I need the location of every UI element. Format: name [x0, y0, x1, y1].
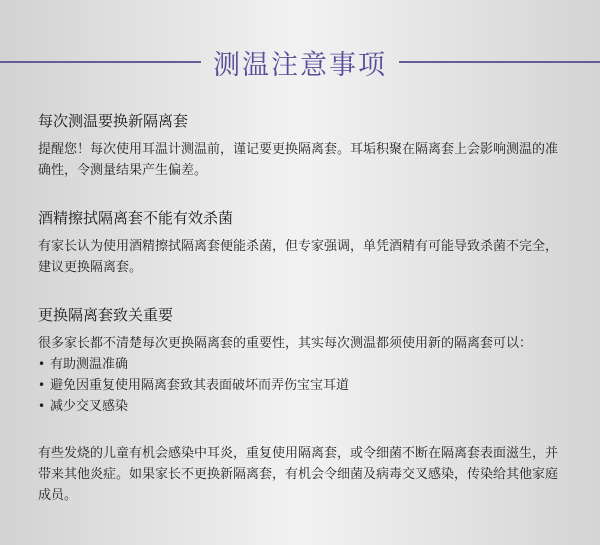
header-divider-left	[0, 61, 201, 63]
section-heading: 酒精擦拭隔离套不能有效杀菌	[38, 209, 234, 227]
section-change-cover	[38, 110, 568, 181]
benefit-list	[38, 354, 568, 417]
header-divider-right	[399, 61, 600, 63]
section-text: 提醒您！每次使用耳温计测温前，谨记要更换隔离套。耳垢积聚在隔离套上会影响测温的准确性，令测量结果产生偏差。	[38, 142, 559, 178]
list-item: • 有助测温准确	[38, 354, 568, 375]
section-heading: 每次测温要换新隔离套	[38, 112, 189, 130]
section-text: 很多家长都不清楚每次更换隔离套的重要性，其实每次测温都须使用新的隔离套可以：	[38, 336, 533, 351]
section-importance	[38, 304, 568, 417]
page-title: 测温注意事项	[213, 49, 387, 81]
section-alcohol	[38, 207, 568, 278]
section-infection	[38, 443, 568, 506]
header	[0, 42, 600, 82]
section-text: 有些发烧的儿童有机会感染中耳炎，重复使用隔离套，或令细菌不断在隔离套表面滋生，并带来其他炎症。如果家长不更换新隔离套，有机会令细菌及病毒交叉感染，传染给其他家庭成员。	[38, 446, 559, 503]
list-item: • 避免因重复使用隔离套致其表面破坏而弄伤宝宝耳道	[38, 375, 568, 396]
content	[38, 110, 568, 532]
list-item: • 减少交叉感染	[38, 396, 568, 417]
section-heading: 更换隔离套致关重要	[38, 306, 174, 324]
section-text: 有家长认为使用酒精擦拭隔离套便能杀菌，但专家强调，单凭酒精有可能导致杀菌不完全，建议更换隔离套。	[38, 239, 559, 275]
